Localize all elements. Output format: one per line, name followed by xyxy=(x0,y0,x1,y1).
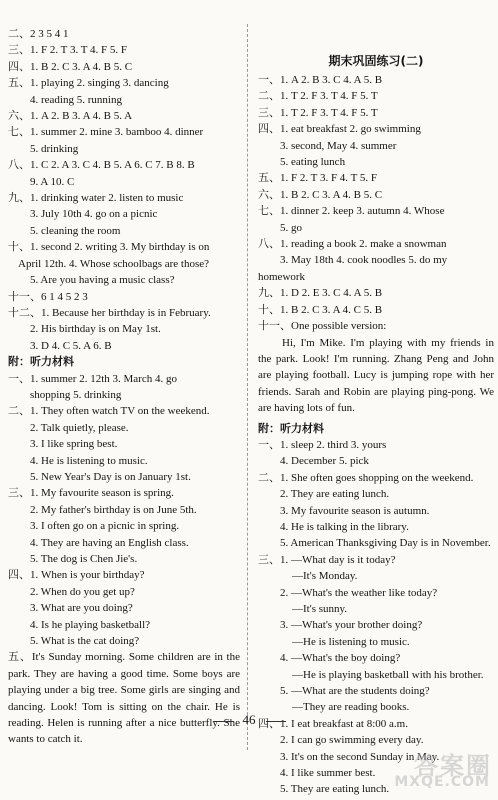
answer-line: 3. second, May 4. summer xyxy=(280,139,397,152)
column-divider xyxy=(247,24,248,750)
answer-line: 四、1. I eat breakfast at 8:00 a.m. xyxy=(258,717,408,730)
answer-line: 9. A 10. C xyxy=(30,175,75,188)
answer-line: 九、1. drinking water 2. listen to music xyxy=(8,192,184,205)
page-footer xyxy=(0,712,498,728)
answer-line: 5. What is the cat doing? xyxy=(30,635,140,648)
answer-line: 四、1. B 2. C 3. A 4. B 5. C xyxy=(8,60,133,73)
answer-line: 十、1. B 2. C 3. A 4. C 5. B xyxy=(258,303,383,316)
answer-line: 5. —What are the students doing? xyxy=(280,685,430,698)
answer-line: 5. The dog is Chen Jie's. xyxy=(30,553,138,565)
answer-line: —They are reading books. xyxy=(292,701,410,714)
answer-line: 3. May 18th 4. cook noodles 5. do my xyxy=(280,254,448,267)
answer-line: 四、1. eat breakfast 2. go swimming xyxy=(258,123,421,136)
answer-line: 4. reading 5. running xyxy=(30,93,122,106)
page-number: 46 xyxy=(242,712,256,727)
answer-line: —He is playing basketball with his brother. xyxy=(292,668,484,681)
answer-line: 2. I can go swimming every day. xyxy=(280,734,424,747)
answer-line: 十、1. second 2. writing 3. My birthday is on xyxy=(8,241,210,254)
answer-line: 5. They are eating lunch. xyxy=(280,783,390,796)
answer-line: 5. eating lunch xyxy=(280,156,346,169)
answer-line: 2. —What's the weather like today? xyxy=(280,586,438,599)
answer-line: 3. —What's your brother doing? xyxy=(280,619,423,632)
answer-line: shopping 5. drinking xyxy=(30,388,122,401)
answer-line: 六、1. A 2. B 3. A 4. B 5. A xyxy=(8,110,133,123)
answer-line: 十一、6 1 4 5 2 3 xyxy=(8,290,88,303)
page-title: 期末巩固练习(二) xyxy=(328,54,424,68)
answer-line: 三、1. T 2. F 3. T 4. F 5. T xyxy=(258,106,378,119)
answer-line: 五、1. F 2. T 3. F 4. T 5. F xyxy=(258,172,377,185)
left-column xyxy=(8,26,240,748)
answer-line: 2. Talk quietly, please. xyxy=(30,421,129,434)
answer-line: 二、2 3 5 4 1 xyxy=(8,28,69,40)
answer-line: 5. cleaning the room xyxy=(30,224,121,237)
answer-line: 三、1. F 2. T 3. T 4. F 5. F xyxy=(8,44,127,57)
answer-line: 5. go xyxy=(280,221,302,234)
answer-line: 3. My favourite season is autumn. xyxy=(280,504,430,517)
answer-line: 2. His birthday is on May 1st. xyxy=(30,323,161,336)
answer-line: 三、1. My favourite season is spring. xyxy=(8,487,174,500)
right-column xyxy=(258,72,494,798)
answer-line: 4. He is listening to music. xyxy=(30,454,148,467)
answer-line: 二、1. She often goes shopping on the weekend. xyxy=(258,471,474,484)
answer-line: 5. Are you having a music class? xyxy=(30,274,175,287)
listening-material-heading: 附：听力材料 xyxy=(8,355,74,369)
answer-line: 二、1. They often watch TV on the weekend. xyxy=(8,405,210,418)
answer-line: 2. When do you get up? xyxy=(30,585,135,598)
answer-line: 3. I like spring best. xyxy=(30,438,118,451)
answer-line: 4. Is he playing basketball? xyxy=(30,618,151,631)
answer-line: —He is listening to music. xyxy=(292,635,410,648)
answer-line: 二、1. T 2. F 3. T 4. F 5. T xyxy=(258,90,378,103)
answer-line: —It's Monday. xyxy=(292,570,358,583)
answer-line: 3. July 10th 4. go on a picnic xyxy=(30,208,158,221)
answer-line: 七、1. dinner 2. keep 3. autumn 4. Whose xyxy=(258,205,445,218)
answer-line: 4. He is talking in the library. xyxy=(280,520,409,533)
answer-line: 七、1. summer 2. mine 3. bamboo 4. dinner xyxy=(8,126,204,139)
answer-line: 3. D 4. C 5. A 6. B xyxy=(30,339,112,352)
listening-material-heading: 附：听力材料 xyxy=(258,421,324,435)
answer-line: 5. drinking xyxy=(30,142,79,155)
essay-paragraph: Hi, I'm Mike. I'm playing with my friends in the park. Look! I'm running. Zhang Peng and John are playing football. Lucy is jumping rope with her friends. Sarah and Robin are playing ping-pong. We are having lots of fun. xyxy=(258,336,494,415)
answer-line: 十二、1. Because her birthday is in February. xyxy=(8,306,211,319)
passage-paragraph: 五、It's Sunday morning. Some children are in the park. They are having a good time. Some boys are playing under a big tree. Some girls are singing and dancing. Look! Tom is sitting on the chair. He is reading. Helen is running after a nice butterfly. She wants to catch it. xyxy=(8,651,240,746)
watermark-logo xyxy=(396,746,492,792)
answer-line: 一、1. summer 2. 12th 3. March 4. go xyxy=(8,372,177,385)
watermark-text: 答案圈 xyxy=(414,752,492,780)
answer-line: 五、1. playing 2. singing 3. dancing xyxy=(8,77,169,90)
answer-line: 3. It's on the second Sunday in May. xyxy=(280,750,440,763)
answer-line: 2. They are eating lunch. xyxy=(280,488,390,501)
answer-line: 3. I often go on a picnic in spring. xyxy=(30,520,180,533)
answer-line: 八、1. reading a book 2. make a snowman xyxy=(258,238,447,251)
answer-line: 九、1. D 2. E 3. C 4. A 5. B xyxy=(258,287,383,300)
answer-line: 4. They are having an English class. xyxy=(30,536,189,549)
answer-line: 4. December 5. pick xyxy=(280,455,369,468)
answer-line: 四、1. When is your birthday? xyxy=(8,569,145,582)
answer-line: 3. What are you doing? xyxy=(30,602,133,615)
answer-line: 5. American Thanksgiving Day is in November. xyxy=(280,537,491,550)
answer-line: April 12th. 4. Whose schoolbags are those? xyxy=(18,257,210,270)
answer-line: 一、1. A 2. B 3. C 4. A 5. B xyxy=(258,74,383,86)
answer-line: 5. New Year's Day is on January 1st. xyxy=(30,470,191,483)
answer-line: —It's sunny. xyxy=(292,603,348,615)
answer-line: 4. I like summer best. xyxy=(280,767,376,780)
footer-dash-right xyxy=(266,721,286,722)
answer-line: 三、1. —What day is it today? xyxy=(258,553,396,566)
footer-dash-left xyxy=(213,721,233,722)
watermark-url: MXQE.COM xyxy=(394,774,490,790)
answer-line: 十一、One possible version: xyxy=(258,320,387,333)
answer-line: homework xyxy=(258,270,306,283)
answer-line: 2. My father's birthday is on June 5th. xyxy=(30,503,197,516)
answer-line: 八、1. C 2. A 3. C 4. B 5. A 6. C 7. B 8. B xyxy=(8,159,195,172)
answer-line: 六、1. B 2. C 3. A 4. B 5. C xyxy=(258,188,383,201)
answer-line: 4. —What's the boy doing? xyxy=(280,652,401,665)
answer-line: 一、1. sleep 2. third 3. yours xyxy=(258,438,387,451)
